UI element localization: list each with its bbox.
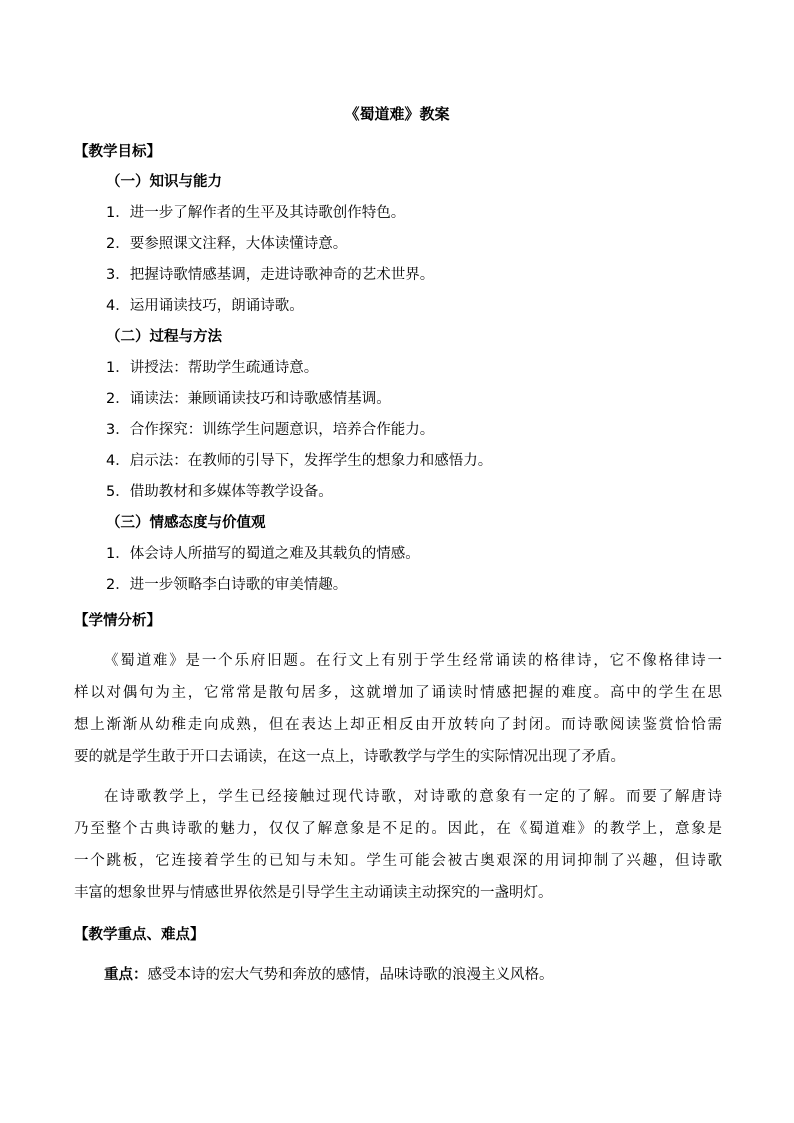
list-item: 2．诵读法：兼顾诵读技巧和诗歌感情基调。 (106, 391, 391, 407)
section-heading-analysis: 【学情分析】 (74, 613, 161, 629)
subheading-knowledge-ability: （一）知识与能力 (106, 174, 222, 190)
paragraph-line: 丰富的想象世界与情感世界依然是引导学生主动诵读主动探究的一盏明灯。 (74, 885, 553, 901)
section-heading-goals: 【教学目标】 (74, 144, 161, 160)
subheading-emotion-values: （三）情感态度与价值观 (106, 515, 266, 531)
list-item: 3．把握诗歌情感基调，走进诗歌神奇的艺术世界。 (106, 267, 435, 283)
list-item: 2．要参照课文注释，大体读懂诗意。 (106, 236, 348, 252)
list-item: 4．启示法：在教师的引导下，发挥学生的想象力和感悟力。 (106, 453, 493, 469)
key-point-line (104, 965, 554, 985)
list-item: 3．合作探究：训练学生问题意识，培养合作能力。 (106, 422, 435, 438)
paragraph-line: 一个跳板，它连接着学生的已知与未知。学生可能会被古奥艰深的用词抑制了兴趣，但诗歌 (74, 853, 722, 869)
paragraph-line: 《蜀道难》是一个乐府旧题。在行文上有别于学生经常诵读的格律诗，它不像格律诗一 (104, 653, 722, 669)
paragraph-line: 样以对偶句为主，它常常是散句居多，这就增加了诵读时情感把握的难度。高中的学生在思 (74, 685, 722, 701)
doc-title: 《蜀道难》教案 (344, 105, 450, 123)
section-heading-focus: 【教学重点、难点】 (74, 927, 205, 943)
key-point-label: 重点： (104, 967, 148, 983)
list-item: 1．体会诗人所描写的蜀道之难及其载负的情感。 (106, 546, 420, 562)
paragraph-line: 在诗歌教学上，学生已经接触过现代诗歌，对诗歌的意象有一定的了解。而要了解唐诗 (104, 789, 722, 805)
subheading-process-method: （二）过程与方法 (106, 329, 222, 345)
list-item: 5．借助教材和多媒体等教学设备。 (106, 484, 333, 500)
key-point-text: 感受本诗的宏大气势和奔放的感情，品味诗歌的浪漫主义风格。 (147, 967, 554, 983)
paragraph-line: 要的就是学生敢于开口去诵读，在这一点上，诗歌教学与学生的实际情况出现了矛盾。 (74, 749, 625, 765)
paragraph-line: 想上渐渐从幼稚走向成熟，但在表达上却正相反由开放转向了封闭。而诗歌阅读鉴赏恰恰需 (74, 717, 722, 733)
list-item: 1．进一步了解作者的生平及其诗歌创作特色。 (106, 205, 406, 221)
list-item: 1．讲授法：帮助学生疏通诗意。 (106, 360, 319, 376)
list-item: 2．进一步领略李白诗歌的审美情趣。 (106, 577, 348, 593)
list-item: 4．运用诵读技巧，朗诵诗歌。 (106, 298, 304, 314)
paragraph-line: 乃至整个古典诗歌的魅力，仅仅了解意象是不足的。因此，在《蜀道难》的教学上，意象是 (74, 821, 722, 837)
